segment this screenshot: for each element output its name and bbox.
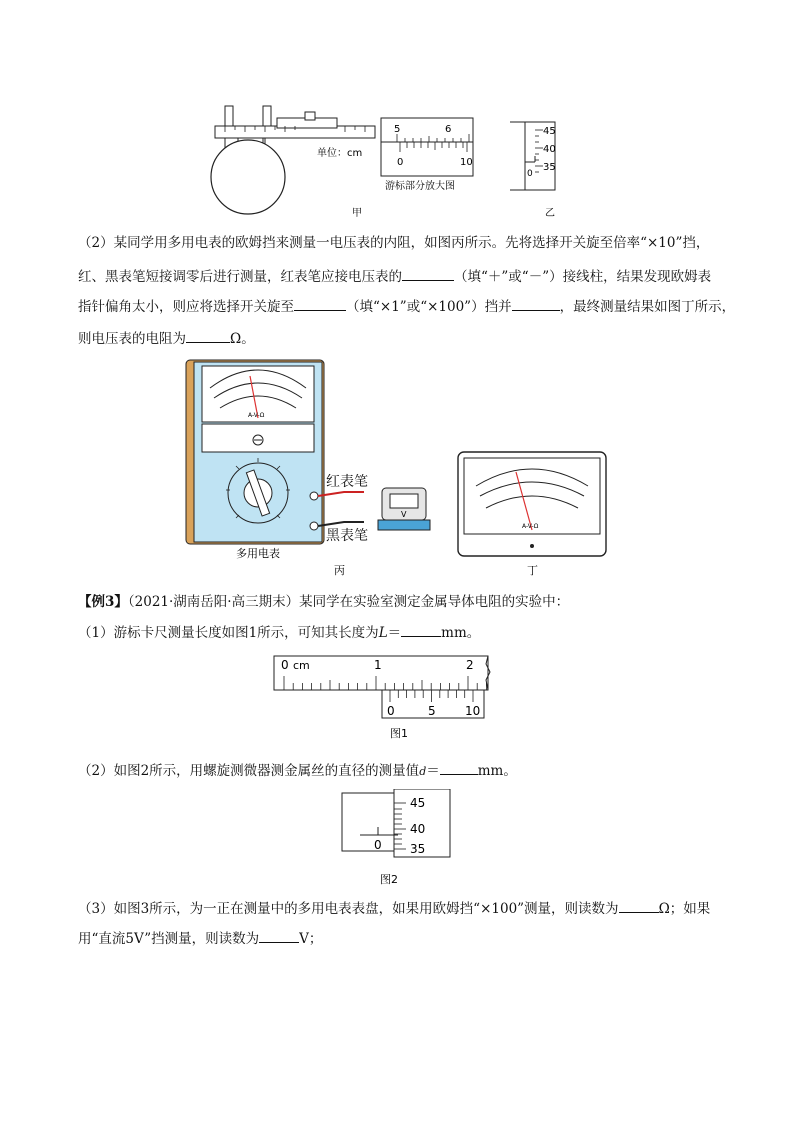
fig1-main-2: 2 — [466, 658, 474, 672]
fig1-vern-0: 0 — [387, 704, 395, 718]
micrometer-0: 0 — [527, 169, 533, 179]
q3-line1-a: （3）如图3所示，为一正在测量中的多用电表表盘，如果用欧姆挡“×100”测量，则读数为 — [78, 901, 619, 917]
vernier-bottom-0: 0 — [397, 157, 404, 168]
dial-label-ding: A-V-Ω — [522, 523, 539, 530]
fig1-caption: 图1 — [390, 727, 408, 740]
figure-2-micrometer — [340, 789, 460, 889]
q3-line1-b: Ω；如果 — [658, 901, 711, 917]
black-probe-label: 黑表笔 — [326, 528, 368, 544]
q2-line1-text: （2）某同学用多用电表的欧姆挡来测量一电压表的内阻，如图丙所示。先将选择开关旋至倍率“×10”挡， — [78, 235, 710, 251]
caption-ding: 丁 — [527, 564, 538, 577]
vernier-top-5: 5 — [394, 124, 401, 135]
q3-line2-a: 用“直流5V”挡测量，则读数为 — [78, 931, 260, 947]
q2b-text-a: （2）如图2所示，用螺旋测微器测金属丝的直径的测量值 — [78, 763, 420, 779]
voltmeter-label: V — [401, 510, 407, 519]
answer-blank-step[interactable] — [512, 296, 560, 311]
vernier-bottom-10: 10 — [460, 157, 473, 168]
answer-blank-length[interactable] — [401, 622, 441, 637]
fig1-vern-5: 5 — [428, 704, 436, 718]
dial-label: A-V-Ω — [248, 412, 265, 419]
q2b-line — [78, 760, 517, 782]
vernier-top-6: 6 — [445, 124, 452, 135]
red-probe-label: 红表笔 — [326, 474, 368, 490]
q1-line — [78, 622, 480, 643]
q2-line3-c: ，最终测量结果如图丁所示， — [559, 299, 736, 315]
q2b-text-c: mm。 — [477, 763, 517, 779]
caliper-figure — [205, 98, 585, 223]
answer-blank-resistance[interactable] — [186, 328, 230, 343]
q2-line2-b: （填“＋”或“－”）接线柱，结果发现欧姆表 — [454, 269, 712, 285]
example3-source: （2021·湖南岳阳·高三期末） — [127, 594, 300, 610]
caption-jia: 甲 — [352, 208, 362, 219]
caption-bing: 丙 — [334, 564, 345, 577]
q2-line3 — [78, 296, 735, 317]
fig1-main-1: 1 — [374, 658, 382, 672]
q2-line2 — [78, 266, 711, 287]
caption-yi: 乙 — [545, 208, 555, 219]
answer-blank-terminal[interactable] — [402, 266, 454, 281]
fig1-main-0: 0 — [281, 658, 289, 672]
q2b-text-b: ＝ — [426, 763, 440, 779]
q1-text-a: （1）游标卡尺测量长度如图1所示，可知其长度为 — [78, 625, 379, 641]
answer-blank-range[interactable] — [294, 296, 346, 311]
q2-line2-a: 红、黑表笔短接调零后进行测量，红表笔应接电压表的 — [78, 269, 402, 285]
answer-blank-diameter[interactable] — [440, 760, 478, 775]
fig2-45: 45 — [410, 796, 426, 810]
q2-line4 — [78, 328, 255, 349]
caliper-unit-label: 单位：cm — [317, 148, 363, 159]
q1-text-c: mm。 — [441, 625, 481, 641]
fig2-0: 0 — [374, 838, 382, 852]
example3-tag: 【例3】 — [78, 594, 128, 610]
q1-var: L — [378, 625, 388, 641]
q2-line3-b: （填“×1”或“×100”）挡并 — [346, 299, 512, 315]
figure-1-vernier — [272, 652, 522, 744]
q2b-var: d — [419, 765, 427, 778]
example3-text: 某同学在实验室测定金属导体电阻的实验中： — [299, 594, 570, 610]
q3-line2 — [78, 928, 322, 949]
micrometer-35: 35 — [543, 162, 556, 173]
fig2-40: 40 — [410, 822, 426, 836]
q2-line3-a: 指针偏角太小，则应将选择开关旋至 — [78, 299, 294, 315]
multimeter-figure — [184, 358, 614, 578]
q1-text-b: ＝ — [387, 625, 402, 641]
q3-line1 — [78, 898, 710, 919]
multimeter-caption: 多用电表 — [236, 547, 280, 560]
fig2-caption: 图2 — [380, 873, 398, 886]
micrometer-40: 40 — [543, 144, 556, 155]
vernier-caption: 游标部分放大图 — [385, 181, 455, 192]
fig2-35: 35 — [410, 842, 426, 856]
q2-line4-b: Ω。 — [230, 331, 255, 347]
fig1-main-cm: cm — [293, 659, 310, 672]
fig1-vern-10: 10 — [465, 704, 481, 718]
example3-line — [78, 592, 569, 612]
micrometer-45: 45 — [543, 126, 556, 137]
q2-line1 — [78, 233, 709, 253]
answer-blank-volt-reading[interactable] — [259, 928, 299, 943]
q3-line2-b: V； — [299, 931, 323, 947]
answer-blank-ohm-reading[interactable] — [619, 898, 659, 913]
q2-line4-a: 则电压表的电阻为 — [78, 331, 186, 347]
